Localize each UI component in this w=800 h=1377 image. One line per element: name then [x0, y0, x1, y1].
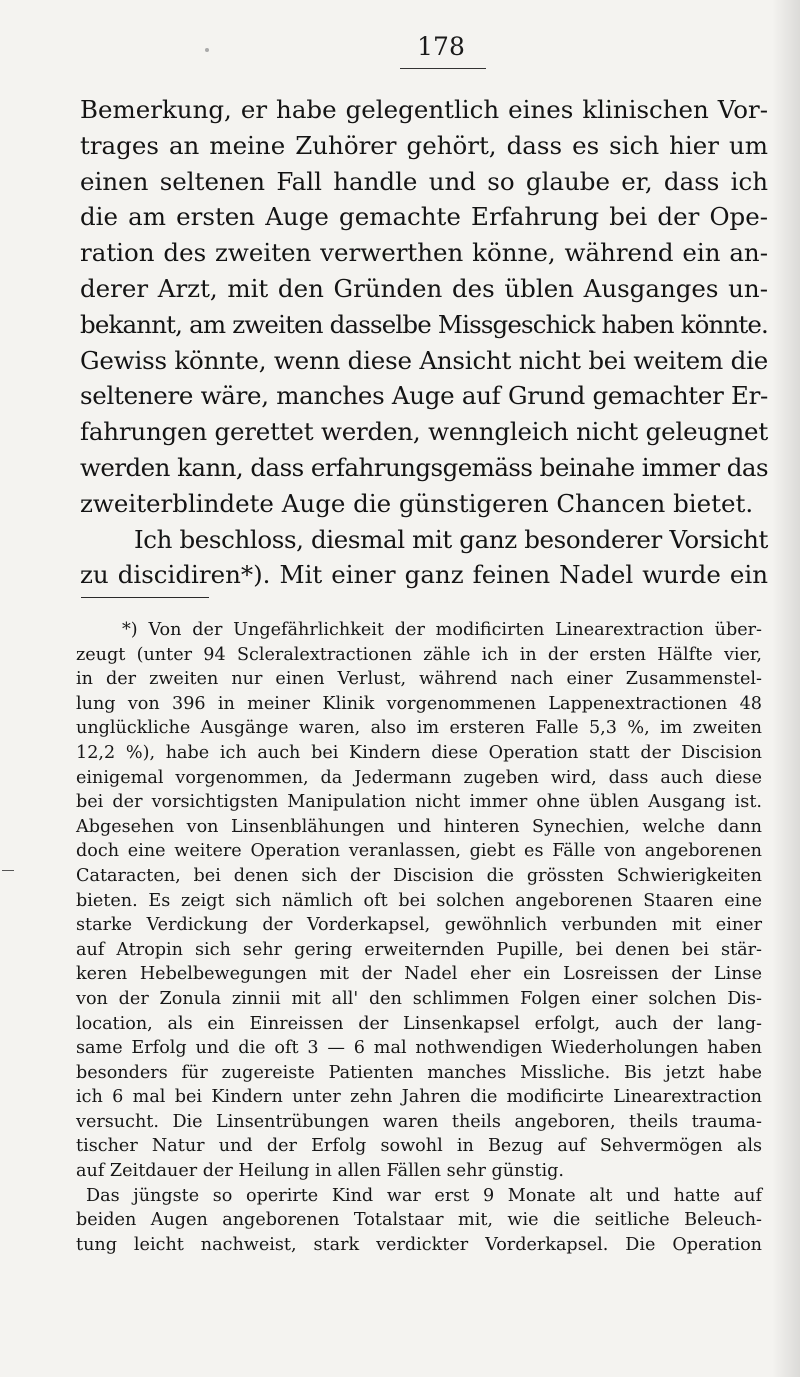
footnote-line: bei der vorsichtigsten Manipulation nicht immer ohne üblen Ausgang ist.: [76, 792, 762, 813]
footnote-line: beiden Augen angeborenen Totalstaar mit, wie die seitliche Beleuch-: [76, 1210, 762, 1231]
body-line: zweiterblindete Auge die günstigeren Chancen bietet.: [80, 488, 754, 518]
body-line: zu discidiren*). Mit einer ganz feinen Nadel wurde ein: [80, 560, 768, 590]
body-line: einen seltenen Fall handle und so glaube er, dass ich: [80, 166, 768, 196]
footnote-line: tung leicht nachweist, stark verdickter Vorderkapsel. Die Operation: [76, 1234, 762, 1255]
footnote-line: Abgesehen von Linsenblähungen und hinteren Synechien, welche dann: [76, 816, 762, 837]
footnote-line: 12,2 %), habe ich auch bei Kindern diese Operation statt der Discision: [76, 742, 762, 763]
footnote-line: same Erfolg und die oft 3 — 6 mal nothwendigen Wiederholungen haben: [76, 1038, 762, 1059]
footnote-line: versucht. Die Linsentrübungen waren theils angeboren, theils trauma-: [76, 1111, 762, 1132]
footnote-line: in der zweiten nur einen Verlust, während nach einer Zusammenstel-: [76, 669, 762, 690]
main-body-text: [80, 92, 768, 593]
footnote-line: auf Zeitdauer der Heilung in allen Fällen sehr günstig.: [76, 1161, 564, 1182]
body-line: Bemerkung, er habe gelegentlich eines klinischen Vor-: [80, 95, 768, 124]
footnote-line: zeugt (unter 94 Scleralextractionen zähle ich in der ersten Hälfte vier,: [76, 644, 762, 665]
page-gutter-shadow: [772, 0, 800, 1377]
body-line: fahrungen gerettet werden, wenngleich nicht geleugnet: [80, 417, 768, 447]
body-line: bekannt, am zweiten dasselbe Missgeschick haben könnte.: [80, 309, 769, 339]
margin-tick-mark: [2, 870, 14, 871]
footnote-line: auf Atropin sich sehr gering erweiternden Pupille, bei denen bei stär-: [76, 939, 762, 960]
footnote-line: Das jüngste so operirte Kind war erst 9 Monate alt und hatte auf: [86, 1185, 762, 1206]
body-line: seltenere wäre, manches Auge auf Grund gemachter Er-: [80, 381, 768, 411]
body-line: die am ersten Auge gemachte Erfahrung bei der Ope-: [80, 202, 768, 232]
footnote-line: keren Hebelbewegungen mit der Nadel eher ein Losreissen der Linse: [76, 964, 762, 985]
footnote-line: location, als ein Einreissen der Linsenkapsel erfolgt, auch der lang-: [76, 1013, 762, 1034]
footnote-text: [76, 618, 762, 1257]
footnote-line: besonders für zugereiste Patienten manches Missliche. Bis jetzt habe: [76, 1062, 762, 1083]
body-line: werden kann, dass erfahrungsgemäss beinahe immer das: [80, 452, 768, 482]
print-speck: [205, 48, 209, 52]
footnote-line: Cataracten, bei denen sich der Discision die grössten Schwierigkeiten: [76, 865, 762, 886]
footnote-line: *) Von der Ungefährlichkeit der modificirten Linearextraction über-: [122, 620, 762, 640]
footnote-line: bieten. Es zeigt sich nämlich oft bei solchen angeborenen Staaren eine: [76, 890, 762, 911]
footnote-line: unglückliche Ausgänge waren, also im ersteren Falle 5,3 %, im zweiten: [76, 718, 762, 739]
footnote-line: von der Zonula zinnii mit all' den schlimmen Folgen einer solchen Dis-: [76, 988, 762, 1009]
page-number-rule: [400, 68, 486, 69]
footnote-line: lung von 396 in meiner Klinik vorgenommenen Lappenextractionen 48: [76, 693, 762, 714]
footnote-line: tischer Natur und der Erfolg sowohl in Bezug auf Sehvermögen als: [76, 1136, 762, 1157]
body-line: Gewiss könnte, wenn diese Ansicht nicht bei weitem die: [80, 345, 768, 375]
body-line: trages an meine Zuhörer gehört, dass es sich hier um: [80, 130, 768, 160]
footnote-line: ich 6 mal bei Kindern unter zehn Jahren die modificirte Linearextraction: [76, 1087, 762, 1108]
footnote-separator: [81, 597, 209, 598]
footnote-line: einigemal vorgenommen, da Jedermann zugeben wird, dass auch diese: [76, 767, 762, 788]
footnote-line: doch eine weitere Operation veranlassen, giebt es Fälle von angeborenen: [76, 841, 762, 862]
page-number: 178: [417, 32, 465, 61]
body-line: ration des zweiten verwerthen könne, während ein an-: [80, 238, 768, 268]
body-line: Ich beschloss, diesmal mit ganz besonderer Vorsicht: [134, 524, 769, 554]
footnote-line: starke Verdickung der Vorderkapsel, gewöhnlich verbunden mit einer: [76, 915, 762, 936]
body-line: derer Arzt, mit den Gründen des üblen Ausganges un-: [80, 273, 768, 303]
